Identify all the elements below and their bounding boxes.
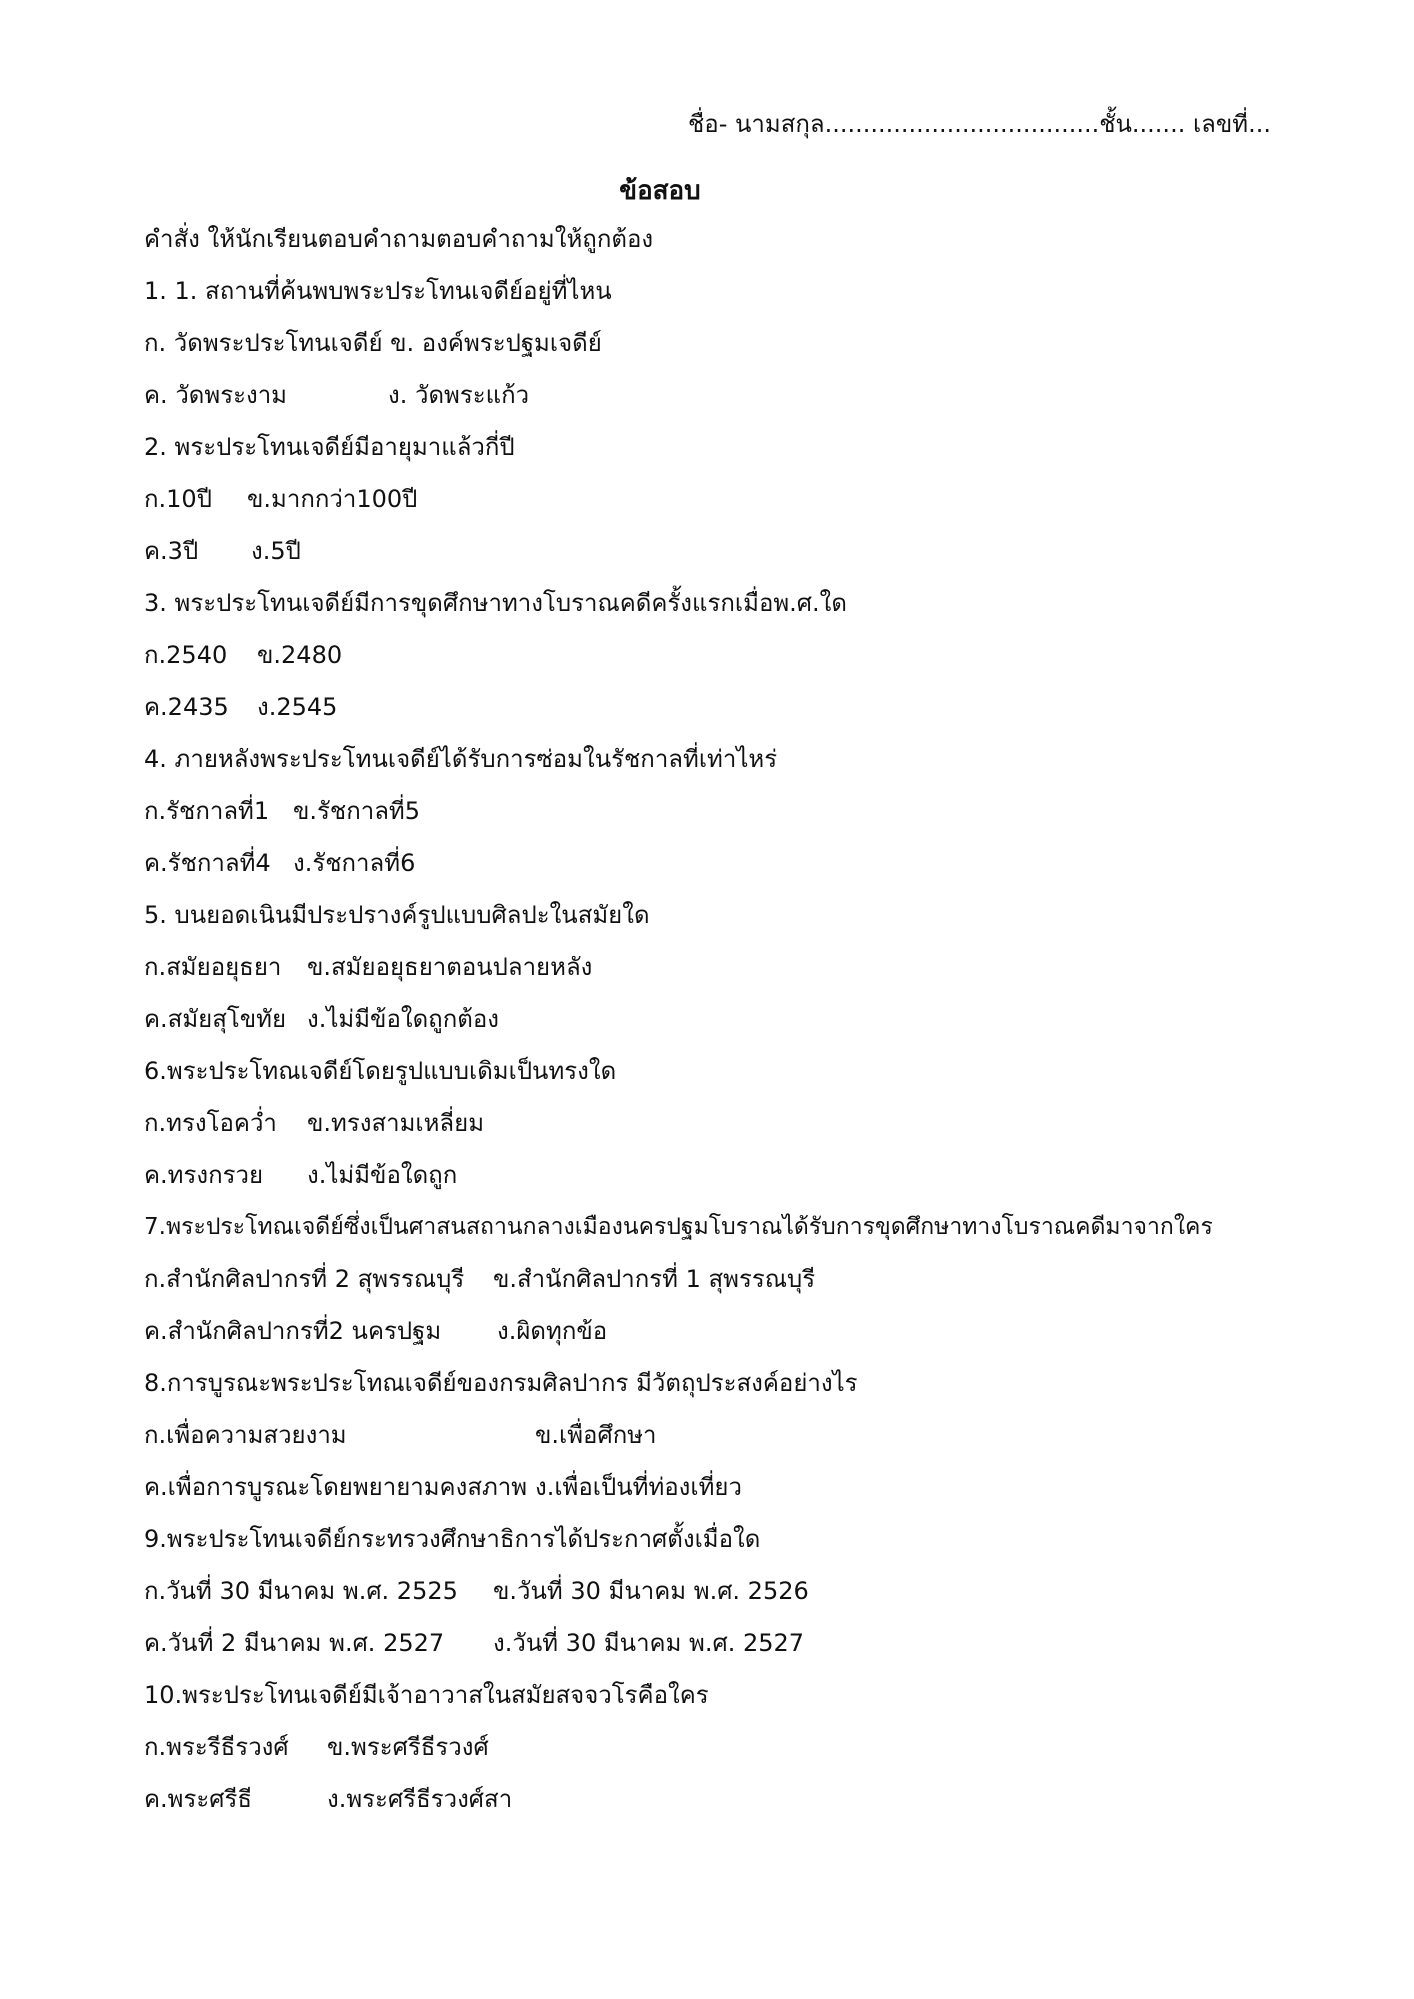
question-9-option-a: ก.วันที่ 30 มีนาคม พ.ศ. 2525 (144, 1577, 458, 1605)
question-3-option-b: ข.2480 (257, 641, 343, 669)
question-8-text: 8.การบูรณะพระประโทณเจดีย์ของกรมศิลปากร มีวัตถุประสงค์อย่างไร (144, 1369, 858, 1397)
question-9-options-row-1 (144, 1571, 1384, 1623)
student-info-line: ชื่อ- นามสกุล....................................ชั้น....... เลขที่... (688, 110, 1271, 138)
question-10-options-row-1 (144, 1727, 1384, 1779)
question-2-option-d: ง.5ปี (251, 537, 301, 565)
question-6-option-d: ง.ไม่มีข้อใดถูก (307, 1161, 458, 1189)
question-4-option-a: ก.รัชกาลที่1 (144, 797, 270, 825)
question-5-options-row-1 (144, 947, 1384, 999)
question-2-option-c: ค.3ปี (144, 537, 199, 565)
exam-body (144, 219, 1384, 1831)
question-1-options-row-1: ก. วัดพระประโทนเจดีย์ ข. องค์พระปฐมเจดีย์ (144, 329, 602, 357)
question-3-option-d: ง.2545 (257, 693, 338, 721)
question-2-option-a: ก.10ปี (144, 485, 212, 513)
instruction: คำสั่ง ให้นักเรียนตอบคำถามตอบคำถามให้ถูกต้อง (144, 225, 654, 253)
question-6-options-row-1 (144, 1103, 1384, 1155)
question-9-option-b: ข.วันที่ 30 มีนาคม พ.ศ. 2526 (493, 1577, 809, 1605)
question-5-option-d: ง.ไม่มีข้อใดถูกต้อง (307, 1005, 499, 1033)
question-9-option-d: ง.วันที่ 30 มีนาคม พ.ศ. 2527 (493, 1629, 805, 1657)
question-5-option-b: ข.สมัยอยุธยาตอนปลายหลัง (307, 953, 593, 981)
question-10-option-c: ค.พระศรีธี (144, 1785, 253, 1813)
question-7-option-c: ค.สำนักศิลปากรที่2 นครปฐม (144, 1317, 442, 1345)
question-1-option-d: ง. วัดพระแก้ว (388, 381, 530, 409)
question-7-text: 7.พระประโทณเจดีย์ซึ่งเป็นศาสนสถานกลางเมืองนครปฐมโบราณได้รับการขุดศึกษาทางโบราณคดีมาจากใคร (144, 1214, 1213, 1240)
question-7-options-row-2 (144, 1311, 1384, 1363)
question-9-options-row-2 (144, 1623, 1384, 1675)
question-6-options-row-2 (144, 1155, 1384, 1207)
question-3-option-c: ค.2435 (144, 693, 229, 721)
question-5-option-a: ก.สมัยอยุธยา (144, 953, 282, 981)
question-7-option-d: ง.ผิดทุกข้อ (497, 1317, 608, 1345)
question-8-option-a: ก.เพื่อความสวยงาม (144, 1421, 347, 1449)
question-8-option-c: ค.เพื่อการบูรณะโดยพยายามคงสภาพ (144, 1473, 528, 1501)
question-1-text: 1. 1. สถานที่ค้นพบพระประโทนเจดีย์อยู่ที่ไหน (144, 277, 612, 305)
question-7-options-row-1 (144, 1259, 1384, 1311)
question-2-options-row-2 (144, 531, 1384, 583)
question-4-option-b: ข.รัชกาลที่5 (293, 797, 421, 825)
question-3-text: 3. พระประโทนเจดีย์มีการขุดศึกษาทางโบราณคดีครั้งแรกเมื่อพ.ศ.ใด (144, 589, 847, 617)
question-3-options-row-1 (144, 635, 1384, 687)
question-2-text: 2. พระประโทนเจดีย์มีอายุมาแล้วกี่ปี (144, 433, 515, 461)
question-9-text: 9.พระประโทนเจดีย์กระทรวงศึกษาธิการได้ประกาศตั้งเมื่อใด (144, 1525, 761, 1553)
question-3-option-a: ก.2540 (144, 641, 228, 669)
question-5-options-row-2 (144, 999, 1384, 1051)
question-5-text: 5. บนยอดเนินมีประปรางค์รูปแบบศิลปะในสมัยใด (144, 901, 650, 929)
question-2-option-b: ข.มากกว่า100ปี (247, 485, 418, 513)
question-6-option-a: ก.ทรงโอคว่ำ (144, 1109, 277, 1137)
question-8-option-d: ง.เพื่อเป็นที่ท่องเที่ยว (535, 1473, 742, 1501)
question-2-options-row-1 (144, 479, 1384, 531)
question-1-options-row-2 (144, 375, 1384, 427)
question-10-option-b: ข.พระศรีธีรวงศ์ (327, 1733, 489, 1761)
question-8-option-b: ข.เพื่อศึกษา (535, 1421, 657, 1449)
page-title: ข้อสอบ (619, 176, 701, 206)
question-4-option-d: ง.รัชกาลที่6 (293, 849, 416, 877)
question-10-text: 10.พระประโทนเจดีย์มีเจ้าอาวาสในสมัยสจจวโรคือใคร (144, 1681, 709, 1709)
question-7-option-b: ข.สำนักศิลปากรที่ 1 สุพรรณบุรี (493, 1265, 816, 1293)
question-1-option-c: ค. วัดพระงาม (144, 381, 287, 409)
question-4-options-row-1 (144, 791, 1384, 843)
question-4-options-row-2 (144, 843, 1384, 895)
question-4-option-c: ค.รัชกาลที่4 (144, 849, 271, 877)
question-8-options-row-1 (144, 1415, 1384, 1467)
question-6-option-c: ค.ทรงกรวย (144, 1161, 264, 1189)
question-8-options-row-2 (144, 1467, 1384, 1519)
question-5-option-c: ค.สมัยสุโขทัย (144, 1005, 287, 1033)
question-6-option-b: ข.ทรงสามเหลี่ยม (307, 1109, 485, 1137)
question-6-text: 6.พระประโทณเจดีย์โดยรูปแบบเดิมเป็นทรงใด (144, 1057, 617, 1085)
question-10-options-row-2 (144, 1779, 1384, 1831)
question-10-option-d: ง.พระศรีธีรวงศ์สา (327, 1785, 513, 1813)
question-9-option-c: ค.วันที่ 2 มีนาคม พ.ศ. 2527 (144, 1629, 445, 1657)
question-3-options-row-2 (144, 687, 1384, 739)
question-7-option-a: ก.สำนักศิลปากรที่ 2 สุพรรณบุรี (144, 1265, 465, 1293)
question-4-text: 4. ภายหลังพระประโทนเจดีย์ได้รับการซ่อมในรัชกาลที่เท่าไหร่ (144, 745, 778, 773)
question-10-option-a: ก.พระรีธีรวงศ์ (144, 1733, 289, 1761)
